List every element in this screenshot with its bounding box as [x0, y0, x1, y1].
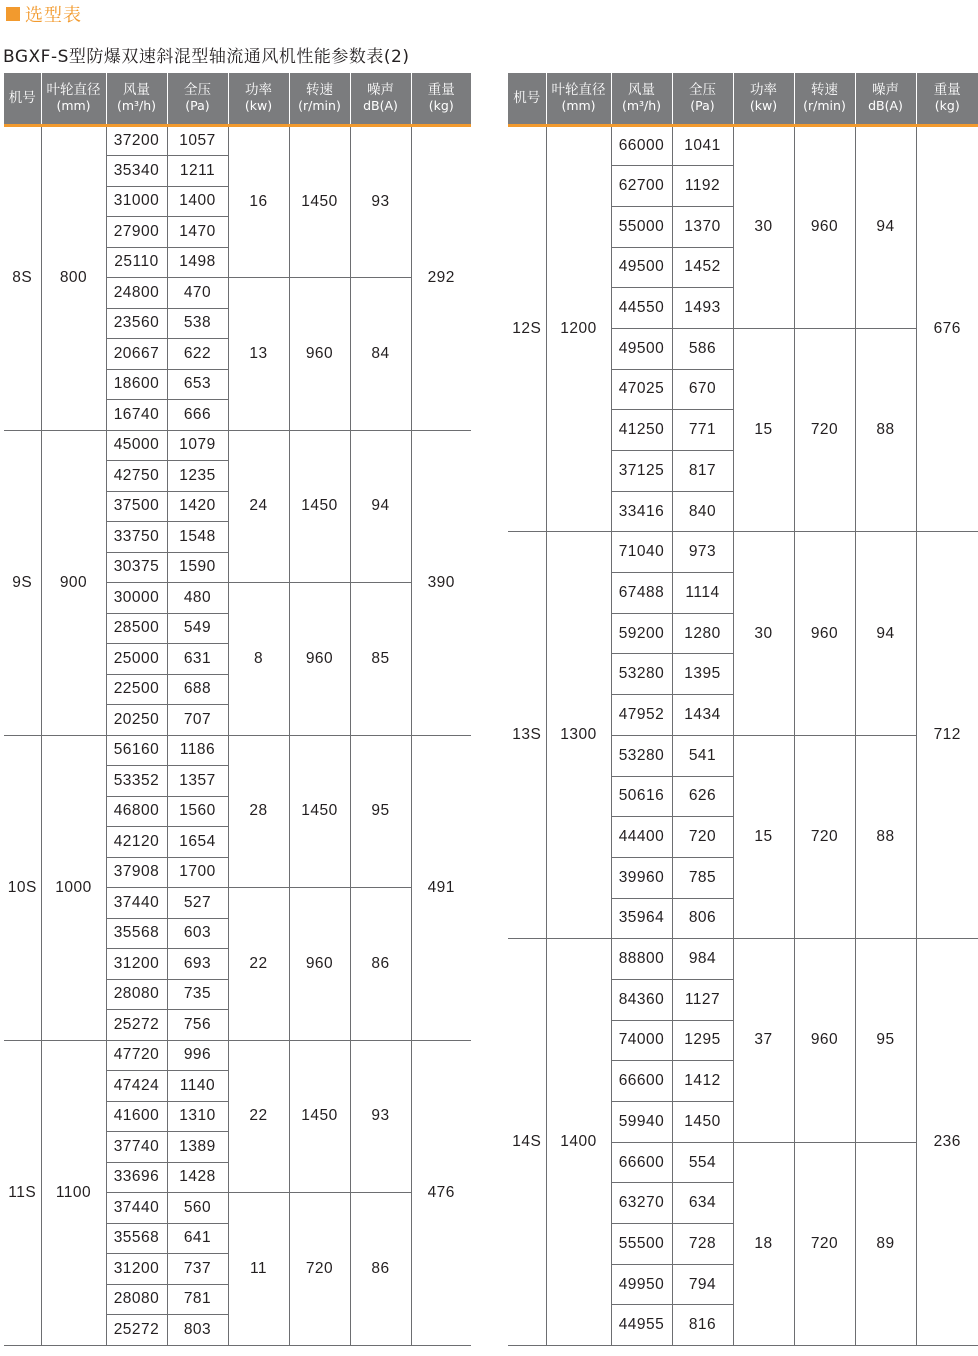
cell-pressure: 1428 [167, 1162, 228, 1193]
cell-noise: 84 [350, 278, 411, 431]
cell-model-number: 13S [508, 532, 546, 939]
cell-pressure: 771 [672, 410, 733, 451]
cell-power: 30 [733, 125, 794, 328]
cell-airflow: 59200 [611, 613, 672, 654]
cell-airflow: 23560 [106, 308, 167, 339]
performance-table-left [4, 73, 471, 1346]
table-row [4, 1040, 471, 1071]
cell-airflow: 44400 [611, 817, 672, 858]
cell-impeller-diameter: 1200 [546, 125, 611, 532]
cell-pressure: 586 [672, 328, 733, 369]
cell-pressure: 538 [167, 308, 228, 339]
cell-weight: 236 [916, 939, 978, 1346]
cell-airflow: 49950 [611, 1264, 672, 1305]
cell-noise: 85 [350, 583, 411, 736]
header-diameter: 叶轮直径 (mm) [41, 73, 106, 125]
cell-airflow: 53352 [106, 766, 167, 797]
cell-airflow: 66000 [611, 125, 672, 166]
cell-pressure: 554 [672, 1142, 733, 1183]
cell-power: 11 [228, 1193, 289, 1346]
cell-airflow: 31200 [106, 1254, 167, 1285]
cell-airflow: 41250 [611, 410, 672, 451]
cell-pressure: 1470 [167, 217, 228, 248]
cell-airflow: 53280 [611, 654, 672, 695]
cell-pressure: 631 [167, 644, 228, 675]
cell-speed: 1450 [289, 430, 350, 583]
header-noise: 噪声 dB(A) [350, 73, 411, 125]
cell-model-number: 8S [4, 125, 41, 430]
table-row [508, 125, 978, 166]
cell-power: 15 [733, 735, 794, 938]
cell-pressure: 720 [672, 817, 733, 858]
cell-pressure: 840 [672, 491, 733, 532]
header-pressure: 全压 (Pa) [167, 73, 228, 125]
cell-pressure: 1186 [167, 735, 228, 766]
cell-airflow: 25272 [106, 1315, 167, 1346]
cell-pressure: 1370 [672, 206, 733, 247]
cell-pressure: 785 [672, 857, 733, 898]
cell-airflow: 49500 [611, 247, 672, 288]
cell-pressure: 1310 [167, 1101, 228, 1132]
cell-pressure: 1057 [167, 125, 228, 156]
cell-noise: 94 [855, 532, 916, 735]
cell-pressure: 1590 [167, 552, 228, 583]
cell-noise: 88 [855, 735, 916, 938]
cell-airflow: 35964 [611, 898, 672, 939]
cell-airflow: 30000 [106, 583, 167, 614]
cell-power: 18 [733, 1142, 794, 1345]
cell-pressure: 603 [167, 918, 228, 949]
cell-speed: 960 [289, 278, 350, 431]
table-row [508, 939, 978, 980]
cell-speed: 960 [794, 939, 855, 1142]
cell-airflow: 35568 [106, 1223, 167, 1254]
header-diameter: 叶轮直径 (mm) [546, 73, 611, 125]
cell-pressure: 1400 [167, 186, 228, 217]
cell-airflow: 49500 [611, 328, 672, 369]
section-header [6, 2, 82, 26]
cell-pressure: 973 [672, 532, 733, 573]
header-power: 功率 (kw) [228, 73, 289, 125]
cell-noise: 94 [855, 125, 916, 328]
cell-pressure: 728 [672, 1224, 733, 1265]
cell-model-number: 12S [508, 125, 546, 532]
cell-airflow: 35568 [106, 918, 167, 949]
cell-airflow: 16740 [106, 400, 167, 431]
cell-airflow: 30375 [106, 552, 167, 583]
cell-pressure: 688 [167, 674, 228, 705]
cell-weight: 712 [916, 532, 978, 939]
cell-speed: 1450 [289, 125, 350, 278]
table-row [4, 125, 471, 156]
header-power: 功率 (kw) [733, 73, 794, 125]
cell-power: 24 [228, 430, 289, 583]
cell-pressure: 984 [672, 939, 733, 980]
header-speed: 转速 (r/min) [289, 73, 350, 125]
cell-airflow: 56160 [106, 735, 167, 766]
cell-airflow: 35340 [106, 156, 167, 187]
cell-pressure: 1280 [672, 613, 733, 654]
cell-airflow: 41600 [106, 1101, 167, 1132]
cell-pressure: 1412 [672, 1061, 733, 1102]
section-marker-square [6, 7, 20, 21]
cell-weight: 676 [916, 125, 978, 532]
cell-noise: 86 [350, 888, 411, 1041]
cell-impeller-diameter: 1000 [41, 735, 106, 1040]
cell-model-number: 10S [4, 735, 41, 1040]
cell-airflow: 37440 [106, 1193, 167, 1224]
cell-airflow: 25000 [106, 644, 167, 675]
cell-weight: 390 [411, 430, 471, 735]
cell-noise: 93 [350, 125, 411, 278]
cell-pressure: 1420 [167, 491, 228, 522]
header-model: 机号 [4, 73, 41, 125]
header-model: 机号 [508, 73, 546, 125]
cell-airflow: 53280 [611, 735, 672, 776]
cell-pressure: 816 [672, 1305, 733, 1346]
cell-airflow: 27900 [106, 217, 167, 248]
cell-airflow: 74000 [611, 1020, 672, 1061]
table-header-row [508, 73, 978, 125]
cell-power: 22 [228, 1040, 289, 1193]
cell-pressure: 549 [167, 613, 228, 644]
header-weight: 重量 (kg) [916, 73, 978, 125]
cell-airflow: 88800 [611, 939, 672, 980]
cell-pressure: 1127 [672, 979, 733, 1020]
cell-power: 28 [228, 735, 289, 888]
cell-pressure: 735 [167, 979, 228, 1010]
cell-pressure: 622 [167, 339, 228, 370]
cell-airflow: 55500 [611, 1224, 672, 1265]
cell-weight: 292 [411, 125, 471, 430]
cell-power: 15 [733, 328, 794, 531]
cell-airflow: 28080 [106, 1284, 167, 1315]
cell-pressure: 1654 [167, 827, 228, 858]
header-speed: 转速 (r/min) [794, 73, 855, 125]
cell-airflow: 25110 [106, 247, 167, 278]
cell-airflow: 20667 [106, 339, 167, 370]
cell-noise: 89 [855, 1142, 916, 1345]
cell-speed: 960 [794, 532, 855, 735]
cell-power: 13 [228, 278, 289, 431]
cell-airflow: 63270 [611, 1183, 672, 1224]
cell-airflow: 55000 [611, 206, 672, 247]
cell-airflow: 31000 [106, 186, 167, 217]
cell-noise: 95 [350, 735, 411, 888]
cell-airflow: 31200 [106, 949, 167, 980]
cell-pressure: 560 [167, 1193, 228, 1224]
cell-noise: 94 [350, 430, 411, 583]
cell-weight: 476 [411, 1040, 471, 1345]
cell-model-number: 11S [4, 1040, 41, 1345]
cell-pressure: 626 [672, 776, 733, 817]
header-pressure: 全压 (Pa) [672, 73, 733, 125]
cell-impeller-diameter: 1100 [41, 1040, 106, 1345]
cell-airflow: 37125 [611, 451, 672, 492]
cell-pressure: 1548 [167, 522, 228, 553]
cell-pressure: 1140 [167, 1071, 228, 1102]
cell-pressure: 470 [167, 278, 228, 309]
cell-airflow: 59940 [611, 1102, 672, 1143]
cell-airflow: 18600 [106, 369, 167, 400]
header-weight: 重量 (kg) [411, 73, 471, 125]
cell-pressure: 1114 [672, 573, 733, 614]
cell-airflow: 20250 [106, 705, 167, 736]
cell-noise: 88 [855, 328, 916, 531]
cell-airflow: 62700 [611, 166, 672, 207]
performance-table-right [508, 73, 978, 1346]
cell-airflow: 71040 [611, 532, 672, 573]
cell-model-number: 9S [4, 430, 41, 735]
section-title: 选型表 [25, 5, 82, 26]
cell-pressure: 1041 [672, 125, 733, 166]
cell-airflow: 22500 [106, 674, 167, 705]
cell-pressure: 1357 [167, 766, 228, 797]
cell-power: 22 [228, 888, 289, 1041]
cell-pressure: 996 [167, 1040, 228, 1071]
cell-pressure: 666 [167, 400, 228, 431]
cell-impeller-diameter: 1400 [546, 939, 611, 1346]
table-row [4, 735, 471, 766]
cell-airflow: 25272 [106, 1010, 167, 1041]
table-row [508, 532, 978, 573]
cell-pressure: 527 [167, 888, 228, 919]
cell-pressure: 1192 [672, 166, 733, 207]
cell-airflow: 37500 [106, 491, 167, 522]
cell-speed: 720 [289, 1193, 350, 1346]
cell-airflow: 42750 [106, 461, 167, 492]
cell-airflow: 50616 [611, 776, 672, 817]
cell-noise: 86 [350, 1193, 411, 1346]
cell-pressure: 707 [167, 705, 228, 736]
cell-model-number: 14S [508, 939, 546, 1346]
cell-airflow: 33696 [106, 1162, 167, 1193]
cell-airflow: 44550 [611, 288, 672, 329]
cell-airflow: 45000 [106, 430, 167, 461]
table-row [4, 430, 471, 461]
cell-pressure: 1434 [672, 695, 733, 736]
cell-airflow: 37740 [106, 1132, 167, 1163]
cell-pressure: 1700 [167, 857, 228, 888]
cell-pressure: 1493 [672, 288, 733, 329]
cell-pressure: 480 [167, 583, 228, 614]
cell-speed: 1450 [289, 735, 350, 888]
cell-speed: 720 [794, 328, 855, 531]
cell-impeller-diameter: 1300 [546, 532, 611, 939]
cell-speed: 1450 [289, 1040, 350, 1193]
cell-airflow: 28500 [106, 613, 167, 644]
cell-weight: 491 [411, 735, 471, 1040]
cell-airflow: 37908 [106, 857, 167, 888]
cell-pressure: 1295 [672, 1020, 733, 1061]
header-noise: 噪声 dB(A) [855, 73, 916, 125]
cell-pressure: 541 [672, 735, 733, 776]
cell-pressure: 653 [167, 369, 228, 400]
cell-airflow: 37440 [106, 888, 167, 919]
cell-airflow: 33416 [611, 491, 672, 532]
cell-airflow: 42120 [106, 827, 167, 858]
cell-airflow: 47720 [106, 1040, 167, 1071]
cell-airflow: 67488 [611, 573, 672, 614]
cell-airflow: 47424 [106, 1071, 167, 1102]
table-header-row [4, 73, 471, 125]
cell-impeller-diameter: 900 [41, 430, 106, 735]
cell-airflow: 33750 [106, 522, 167, 553]
cell-power: 16 [228, 125, 289, 278]
cell-power: 37 [733, 939, 794, 1142]
cell-speed: 960 [289, 888, 350, 1041]
cell-pressure: 756 [167, 1010, 228, 1041]
cell-pressure: 1560 [167, 796, 228, 827]
cell-speed: 960 [794, 125, 855, 328]
cell-speed: 960 [289, 583, 350, 736]
cell-pressure: 693 [167, 949, 228, 980]
cell-pressure: 1235 [167, 461, 228, 492]
cell-airflow: 39960 [611, 857, 672, 898]
cell-airflow: 44955 [611, 1305, 672, 1346]
cell-airflow: 46800 [106, 796, 167, 827]
cell-pressure: 1498 [167, 247, 228, 278]
cell-airflow: 47952 [611, 695, 672, 736]
cell-noise: 93 [350, 1040, 411, 1193]
cell-power: 8 [228, 583, 289, 736]
cell-airflow: 37200 [106, 125, 167, 156]
cell-pressure: 803 [167, 1315, 228, 1346]
cell-pressure: 1395 [672, 654, 733, 695]
cell-airflow: 28080 [106, 979, 167, 1010]
cell-pressure: 781 [167, 1284, 228, 1315]
cell-pressure: 1079 [167, 430, 228, 461]
cell-pressure: 634 [672, 1183, 733, 1224]
cell-speed: 720 [794, 1142, 855, 1345]
cell-pressure: 1211 [167, 156, 228, 187]
cell-pressure: 1450 [672, 1102, 733, 1143]
cell-airflow: 66600 [611, 1142, 672, 1183]
header-airflow: 风量 (m³/h) [106, 73, 167, 125]
cell-pressure: 1452 [672, 247, 733, 288]
cell-pressure: 737 [167, 1254, 228, 1285]
cell-airflow: 47025 [611, 369, 672, 410]
table-title: BGXF-S型防爆双速斜混型轴流通风机性能参数表(2) [3, 47, 410, 67]
cell-pressure: 806 [672, 898, 733, 939]
cell-noise: 95 [855, 939, 916, 1142]
cell-pressure: 794 [672, 1264, 733, 1305]
cell-pressure: 641 [167, 1223, 228, 1254]
cell-speed: 720 [794, 735, 855, 938]
header-airflow: 风量 (m³/h) [611, 73, 672, 125]
cell-pressure: 817 [672, 451, 733, 492]
cell-impeller-diameter: 800 [41, 125, 106, 430]
cell-airflow: 84360 [611, 979, 672, 1020]
cell-power: 30 [733, 532, 794, 735]
cell-pressure: 1389 [167, 1132, 228, 1163]
cell-airflow: 66600 [611, 1061, 672, 1102]
cell-pressure: 670 [672, 369, 733, 410]
cell-airflow: 24800 [106, 278, 167, 309]
